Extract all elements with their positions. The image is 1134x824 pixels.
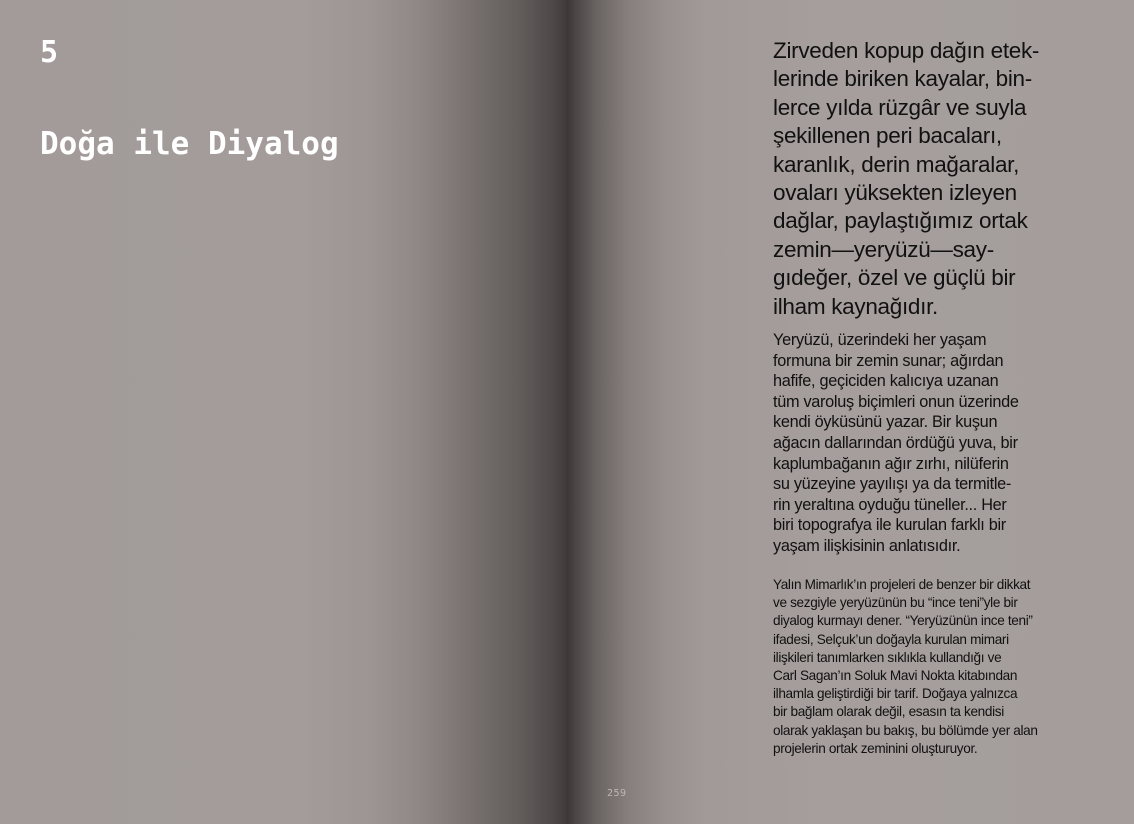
body-line: bir bağlam olarak değil, esasın ta kendisi	[773, 704, 1004, 720]
body-line: su yüzeyine yayılışı ya da termitle-	[773, 475, 1012, 494]
body-line: rin yeraltına oyduğu tüneller... Her	[773, 495, 1007, 514]
body-line: Carl Sagan’ın Soluk Mavi Nokta kitabından	[773, 668, 1018, 684]
lead-line: şekillenen peri bacaları,	[773, 123, 1002, 149]
body-line: ağacın dallarından ördüğü yuva, bir	[773, 433, 1018, 452]
body-line: yaşam ilişkisinin anlatısıdır.	[773, 536, 961, 555]
body-paragraph-2	[773, 576, 1093, 758]
lead-line: gıdeğer, özel ve güçlü bir	[773, 265, 1016, 291]
body-line: kaplumbağanın ağır zırhı, nilüferin	[773, 454, 1009, 473]
body-line: Yalın Mimarlık’ın projeleri de benzer bir dikkat	[773, 577, 1031, 592]
lead-line: zemin—yeryüzü—say-	[773, 236, 994, 262]
body-line: Yeryüzü, üzerindeki her yaşam	[773, 331, 987, 349]
lead-line: lerce yılda rüzgâr ve suyla	[773, 94, 1027, 120]
body-paragraph-1	[773, 330, 1093, 557]
lead-line: ovaları yüksekten izleyen	[773, 180, 1017, 206]
body-line: kendi öyküsünü yazar. Bir kuşun	[773, 413, 998, 432]
lead-paragraph	[773, 37, 1093, 321]
body-line: biri topografya ile kurulan farklı bir	[773, 516, 1006, 535]
body-line: diyalog kurmayı dener. “Yeryüzünün ince teni”	[773, 613, 1033, 629]
lead-line: ilham kaynağıdır.	[773, 293, 938, 319]
body-line: tüm varoluş biçimleri onun üzerinde	[773, 392, 1019, 411]
body-line: ilhamla geliştirdiği bir tarif. Doğaya yalnızca	[773, 686, 1018, 702]
lead-line: karanlık, derin mağaralar,	[773, 151, 1020, 177]
lead-line: lerinde biriken kayalar, bin-	[773, 66, 1032, 92]
chapter-number: 5	[40, 35, 59, 70]
chapter-title: Doğa ile Diyalog	[40, 126, 339, 162]
right-page	[567, 0, 1134, 824]
body-line: ve sezgiyle yeryüzünün bu “ince teni”yle bir	[773, 595, 1018, 611]
body-line: hafife, geçiciden kalıcıya uzanan	[773, 372, 999, 391]
body-line: formuna bir zemin sunar; ağırdan	[773, 351, 1004, 370]
lead-line: dağlar, paylaştığımız ortak	[773, 208, 1028, 234]
lead-line: Zirveden kopup dağın etek-	[773, 38, 1040, 63]
body-line: olarak yaklaşan bu bakış, bu bölümde yer alan	[773, 722, 1038, 738]
body-line: ilişkileri tanımlarken sıklıkla kullandığı ve	[773, 649, 1002, 665]
page-number: 259	[607, 788, 627, 799]
body-line: ifadesi, Selçuk’un doğayla kurulan mimari	[773, 631, 1009, 647]
body-line: projelerin ortak zeminini oluşturuyor.	[773, 740, 978, 756]
